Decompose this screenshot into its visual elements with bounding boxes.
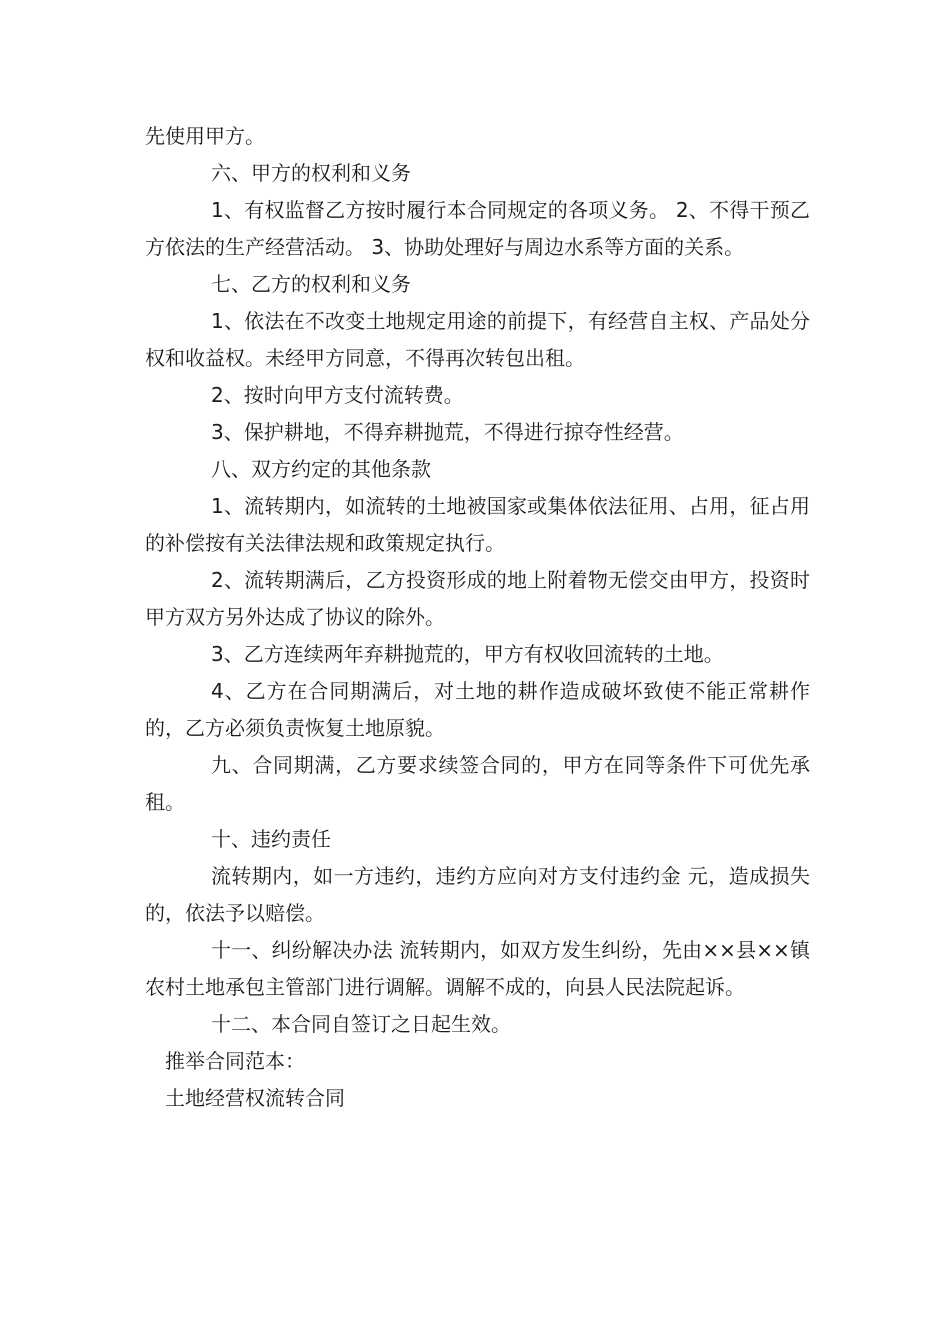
section-heading-6: 六、甲方的权利和义务 <box>211 161 411 185</box>
document-body <box>145 118 810 1117</box>
paragraph-other-item-2: 2、流转期满后，乙方投资形成的地上附着物无偿交由甲方，投资时甲方双方另外达成了协议的除外。 <box>145 568 810 629</box>
section-heading-10: 十、违约责任 <box>211 827 331 851</box>
paragraph-party-b-item-1: 1、依法在不改变土地规定用途的前提下，有经营自主权、产品处分权和收益权。未经甲方同意，不得再次转包出租。 <box>145 309 810 370</box>
paragraph-party-b-item-3: 3、保护耕地，不得弃耕抛荒，不得进行掠夺性经营。 <box>211 420 684 444</box>
paragraph-party-b-item-2: 2、按时向甲方支付流转费。 <box>211 383 464 407</box>
paragraph-breach: 流转期内，如一方违约，违约方应向对方支付违约金 元，造成损失的，依法予以赔偿。 <box>145 864 810 925</box>
recommended-template-label: 推举合同范本： <box>165 1049 305 1073</box>
section-heading-11: 十一、纠纷解决办法 流转期内，如双方发生纠纷，先由××县××镇农村土地承包主管部门进行调解。调解不成的，向县人民法院起诉。 <box>145 938 810 999</box>
paragraph-continuation: 先使用甲方。 <box>145 124 265 148</box>
template-title: 土地经营权流转合同 <box>165 1086 345 1110</box>
section-heading-8: 八、双方约定的其他条款 <box>211 457 431 481</box>
paragraph-other-item-3: 3、乙方连续两年弃耕抛荒的，甲方有权收回流转的土地。 <box>211 642 724 666</box>
section-heading-12: 十二、本合同自签订之日起生效。 <box>211 1012 511 1036</box>
paragraph-party-a-duties: 1、有权监督乙方按时履行本合同规定的各项义务。 2、不得干预乙方依法的生产经营活动。 3、协助处理好与周边水系等方面的关系。 <box>145 198 810 259</box>
paragraph-other-item-4: 4、乙方在合同期满后，对土地的耕作造成破坏致使不能正常耕作的，乙方必须负责恢复土地原貌。 <box>145 679 810 740</box>
paragraph-other-item-1: 1、流转期内，如流转的土地被国家或集体依法征用、占用，征占用的补偿按有关法律法规和政策规定执行。 <box>145 494 810 555</box>
section-heading-7: 七、乙方的权利和义务 <box>211 272 411 296</box>
section-heading-9: 九、合同期满，乙方要求续签合同的，甲方在同等条件下可优先承租。 <box>145 753 810 814</box>
